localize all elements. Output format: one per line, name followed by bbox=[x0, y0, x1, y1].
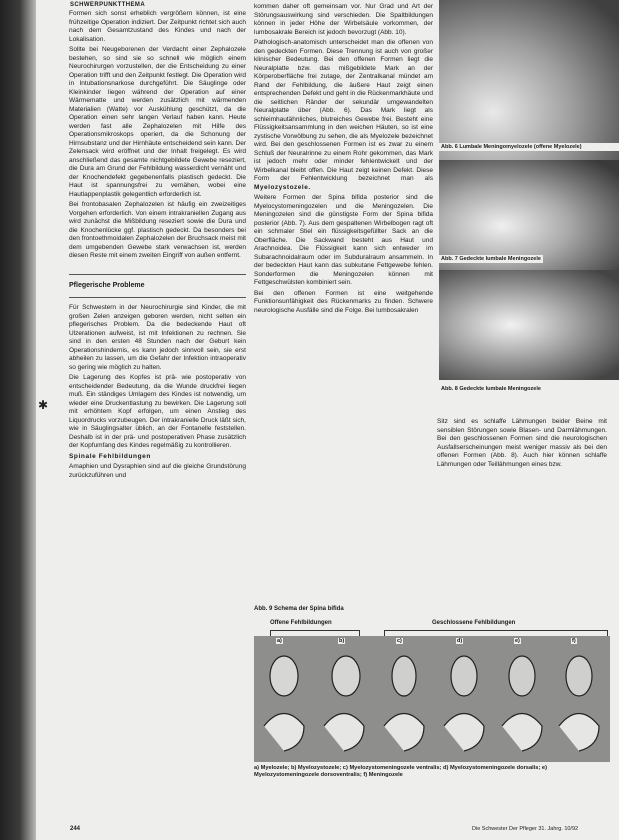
journal-footer: Die Schwester Der Pfleger 31. Jahrg. 10/92 bbox=[472, 826, 579, 832]
sagittal-f bbox=[559, 714, 599, 752]
column-middle bbox=[254, 3, 433, 317]
cross-section-e bbox=[509, 656, 535, 696]
diagram-label-f: f) bbox=[572, 638, 576, 644]
sagittal-a bbox=[264, 714, 304, 752]
figure9-closed-label: Geschlossene Fehlbildungen bbox=[432, 620, 516, 626]
cross-section-d bbox=[451, 656, 477, 696]
cross-section-f bbox=[566, 656, 592, 696]
caption-fig7: Abb. 7 Gedeckte lumbale Meningozele bbox=[441, 256, 541, 262]
paragraph: kommen daher oft gemeinsam vor. Nur Grad und Art der Störungsauswirkung sind verschieden. Die Spaltbildungen können in jeder Höhe der Wirbelsäule vorkommen, der lumbosakrale Bereich ist jedoch bevorzugt (Abb. 10). bbox=[254, 3, 433, 36]
paragraph bbox=[254, 39, 433, 192]
spina-bifida-diagram bbox=[254, 636, 610, 762]
figure9-legend: a) Myelozele; b) Myelozystozele; c) Myelozystomeningozele ventralis; d) Myelozystomeningozele dorsalis; e) Myelozystomeningozele dorsoventralis; f) Meningozele bbox=[254, 765, 547, 778]
sagittal-e bbox=[502, 714, 542, 752]
sagittal-c bbox=[384, 714, 424, 752]
cross-section-c bbox=[392, 656, 416, 696]
paragraph: Weitere Formen der Spina bifida posterior sind die Myelocystomeningozelen und die Meningozelen. Die Meningozelen sind die günstigste Form der Spina bifida posterior (Abb. 7). Aus dem gespaltenen Wirbelbogen ragt oft ein schmaler Stiel ein flüssigkeitsgefüllter Sack an die Oberfläche. Die Sackwand besteht aus Haut und Arachnoidea. Die Flüssigkeit kann sich entweder im Subarachnoidalraum oder im Subduralraum ansammeln. In der bedeckten Haut kann das subkutane Fettgewebe fehlen. Sonderformen die Meningozelen können mit Fettgeschwülsten kombiniert sein. bbox=[254, 194, 433, 286]
diagram-label-a: a) bbox=[277, 638, 282, 644]
paragraph: Bei frontobasalen Zephalozelen ist häufig ein zweizeitiges Vorgehen erforderlich. Von einem intrakraniellen Zugang aus wird zunächst die Mißbildung reseziert sowie die Dura und die Knochenlücke ggf. plastisch gedeckt. Da besonders bei den frontoethmoidalen Zephalozelen der Bruchsack meist mit dem umgebenden Gewebe stark verwachsen ist, werden diesen Reste mit einem zweiten Eingriff von außen entfernt. bbox=[69, 201, 246, 259]
sagittal-d bbox=[444, 714, 484, 752]
cross-section-b bbox=[332, 656, 360, 696]
paragraph-text: Pathologisch-anatomisch unterscheidet man die offenen von den gedeckten Formen. Diese Trennung ist auch von großer klinischer Bedeutung. Bei den offenen Formen liegt die Neuralplatte bzw. das mißgebildete Mark an der Körperoberfläche frei zutage, der Zentralkanal mündet am Rand der Fehlbildung, die äußere Haut zeigt einen entsprechenden Defekt und geht in die Rückenmarkhäute und die seitlichen Ränder der sekundär umgewandelten Neuralplatte über (Abb. 6). Das Mark liegt als schleimhautähnliches, blutreiches Gewebe frei. Besteht eine Flüssigkeitsansammlung in den weichen Häuten, so ist eine zystische Vorwölbung zu sehen, die als Myelozele bezeichnet wird. Bei den geschlossenen Formen ist es zwar zu einem Schluß der Neuralrinne zu einem Rohr gekommen, das Mark ist jedoch mehr oder minder fehlentwickelt und der Wirbelkanal bleibt offen. Die Haut zeigt keinen Defekt. Diese Form der Fehlentwicklung bezeichnet man als bbox=[254, 39, 433, 182]
diagram-svg bbox=[254, 636, 610, 762]
diagram-label-c: c) bbox=[397, 638, 402, 644]
paragraph: Für Schwestern in der Neurochirurgie sind Kinder, die mit großen Zelen anzeigen geboren werden, nicht selten ein pflegerisches Problem. Da die bedeckende Haut oft Ulzerationen aufweist, ist mit Infektionen zu rechnen. Sie sind in den ersten 48 Stunden nach der Geburt kein Operationshindernis, es kann jedoch sinnvoll sein, sie erst abheilen zu lassen, um die Gefahr der Infektion intraoperativ so gering wie möglich zu halten. bbox=[69, 304, 246, 371]
figure9-open-label: Offene Fehlbildungen bbox=[270, 620, 332, 626]
column-right bbox=[437, 418, 607, 471]
caption-fig6: Abb. 6 Lumbale Meningomyelozele (offene Myelozele) bbox=[439, 143, 619, 151]
paragraph: Formen sich sonst erheblich vergrößern können, ist eine frühzeitige Operation indiziert. Der Zeitpunkt richtet sich auch nach dem Gesamtzustand des Kindes und nach der Lokalisation. bbox=[69, 10, 246, 43]
page-number: 244 bbox=[70, 826, 81, 832]
photo-meningomyelocele bbox=[439, 0, 619, 160]
diagram-label-e: e) bbox=[515, 638, 520, 644]
paragraph: Sitz sind es schlaffe Lähmungen beider Beine mit sensiblen Störungen sowie Blasen- und Darmlähmungen. Bei den geschlossenen Formen sind die neurologischen Ausfallserscheinungen meist weniger massiv als bei den offenen Formen (Abb. 8). Auch hier können schlaffe Lähmungen oder Teillähmungen eines bzw. bbox=[437, 418, 607, 468]
paragraph: Bei den offenen Formen ist eine weitgehende Funktionsunfähigkeit des Rückenmarks zu finden. Schwere neurologische Ausfälle sind die Folge. Bei lumbosakralen bbox=[254, 289, 433, 314]
figure9-title: Abb. 9 Schema der Spina bifida bbox=[254, 606, 344, 612]
sagittal-b bbox=[324, 714, 364, 752]
subheading: Spinale Fehlbildungen bbox=[69, 452, 151, 460]
book-binding-shadow bbox=[0, 0, 36, 840]
paragraph: Die Lagerung des Kopfes ist prä- wie postoperativ von entscheidender Bedeutung, da die Wunde druckfrei liegen muß. Ein ständiges Umlagern des Kindes ist notwendig, um wieder eine Druckentlastung zu bewirken. Die Lagerung soll mit erhöhtem Kopf erfolgen, um einen Anstieg des Liquordrucks vorzubeugen. Der intrakranielle Druck läßt sich, wie in Säuglingsalter üblich, an der Fontanelle feststellen. Deshalb ist in der prä- und postoperativen Phase zusätzlich der Kopfumfang des Kindes regelmäßig zu kontrollieren. bbox=[69, 374, 246, 449]
photo-meningocele-2 bbox=[439, 270, 619, 380]
term-myelozystozele: Myelozystozele. bbox=[254, 183, 311, 191]
cross-section-a bbox=[270, 656, 298, 696]
column-left bbox=[69, 10, 246, 482]
caption-fig8: Abb. 8 Gedeckte lumbale Meningozele bbox=[441, 386, 541, 392]
photo-meningocele-1 bbox=[439, 160, 619, 270]
diagram-label-d: d) bbox=[457, 638, 463, 644]
ink-mark: ✱ bbox=[38, 398, 49, 412]
diagram-label-b: b) bbox=[339, 638, 345, 644]
section-title: Pflegerische Probleme bbox=[69, 274, 246, 299]
section-header: SCHWERPUNKTTHEMA bbox=[70, 2, 146, 8]
paragraph: Amaphien und Dysraphien sind auf die gleiche Grundstörung zurückzuführen und bbox=[69, 463, 246, 479]
paragraph: Sollte bei Neugeborenen der Verdacht einer Zephalozele bestehen, so sind sie so schnell wie möglich einem Neurochirurgen vorzustellen, der die Entscheidung zu einer Operation trifft und den Zeitpunkt festlegt. Die Operation wird in Intubationsnarkose durchgeführt. Die Säuglinge oder Kleinkinder liegen während der Operation auf einer Wärmematte und werden zusätzlich mit wärmenden Materialien (Watte) vor Auskühlung geschützt, da die Operation einen sehr langen Verlauf haben kann. Heute werden fast alle Zephalozelen mit Hilfe des Operationsmikroskops operiert, da die Schonung der Hirnsubstanz und der Hirnhäute entscheidend sein kann. Der Zelensack wird eröffnet und der Inhalt freigelegt. Es wird anschließend das gesamte nichtgebildete Gewebe reseziert, die Dura am Grund der Fehlbildung wasserdicht vernäht und der Knochendefekt gegebenenfalls plastisch gedeckt. Die Haut ist spannungsfrei zu vernähen, wobei eine Hautlappenplastik gelegentlich erforderlich ist. bbox=[69, 46, 246, 198]
